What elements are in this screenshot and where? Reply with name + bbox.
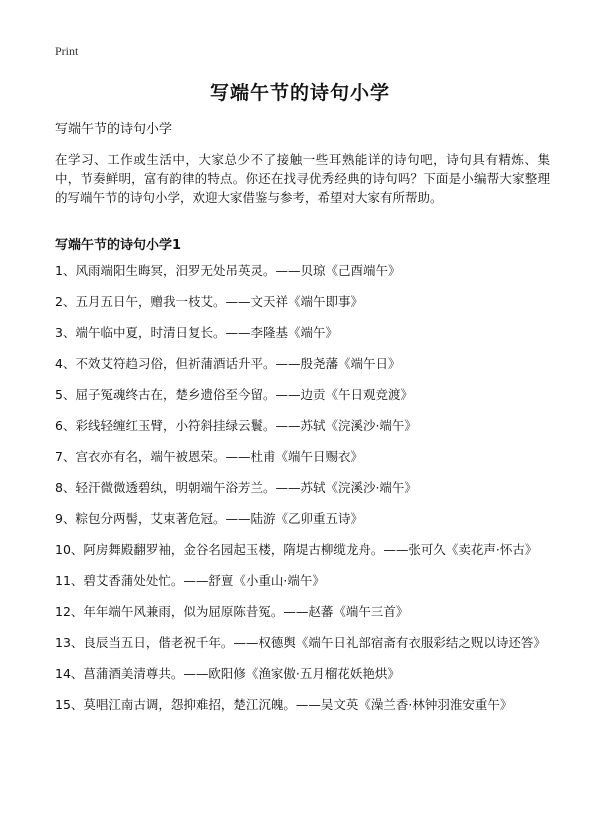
poem-item: 2、五月五日午，赠我一枝艾。——文天祥《端午即事》 — [55, 294, 363, 309]
intro-paragraph: 在学习、工作或生活中，大家总少不了接触一些耳熟能详的诗句吧，诗句具有精炼、集中，节奏鲜明，富有韵律的特点。你还在找寻优秀经典的诗句吗？下面是小编帮大家整理的写端午节的诗句小学，欢迎大家借鉴与参考，希望对大家有所帮助。 — [55, 152, 550, 205]
poem-item: 8、轻汗微微透碧纨，明朝端午浴芳兰。——苏轼《浣溪沙·端午》 — [55, 480, 417, 495]
poem-item: 12、年年端午风兼雨，似为屈原陈昔冤。——赵蕃《端午三首》 — [55, 604, 409, 619]
poem-item: 4、不效艾符趋习俗，但祈蒲酒话升平。——殷尧藩《端午日》 — [55, 356, 401, 371]
poem-item: 10、阿房舞殿翻罗袖，金谷名园起玉楼，隋堤古柳缆龙舟。——张可久《卖花声·怀古》 — [55, 542, 538, 557]
poem-item: 9、粽包分两髻，艾束著危冠。——陆游《乙卯重五诗》 — [55, 511, 363, 526]
section-heading: 写端午节的诗句小学1 — [55, 238, 182, 253]
poem-item: 1、风雨端阳生晦冥，汨罗无处吊英灵。——贝琼《己酉端午》 — [55, 263, 401, 278]
poem-item: 11、碧艾香蒲处处忙。——舒亶《小重山·端午》 — [55, 573, 325, 588]
poem-item: 14、菖蒲酒美清尊共。——欧阳修《渔家傲·五月榴花妖艳烘》 — [55, 666, 400, 681]
poem-item: 5、屈子冤魂终古在，楚乡遗俗至今留。——边贡《午日观竞渡》 — [55, 387, 413, 402]
poem-item: 13、良辰当五日，偕老祝千年。——权德舆《端午日礼部宿斋有衣服彩结之贶以诗还答》 — [55, 635, 546, 650]
poem-item: 15、莫唱江南古调，怨抑难招，楚江沉魄。——吴文英《澡兰香·林钟羽淮安重午》 — [55, 697, 513, 712]
poem-item: 3、端午临中夏，时清日复长。——李隆基《端午》 — [55, 325, 338, 340]
poem-list — [55, 262, 550, 727]
print-link[interactable]: Print — [55, 44, 79, 58]
subtitle: 写端午节的诗句小学 — [55, 122, 173, 137]
page-title: 写端午节的诗句小学 — [209, 82, 390, 104]
poem-item: 6、彩线轻缠红玉臂，小符斜挂绿云鬟。——苏轼《浣溪沙·端午》 — [55, 418, 417, 433]
poem-item: 7、宫衣亦有名，端午被恩荣。——杜甫《端午日赐衣》 — [55, 449, 363, 464]
